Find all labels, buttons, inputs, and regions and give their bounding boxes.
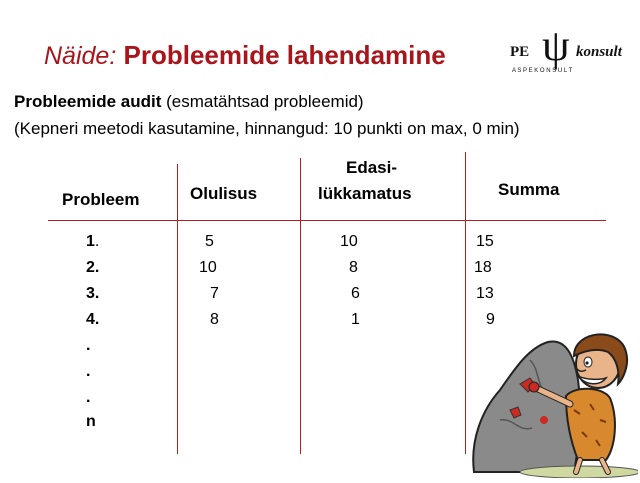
header-urgency-line1: Edasi-: [346, 158, 398, 177]
row-label: 1.: [86, 233, 100, 250]
logo-psi-symbol: ψ: [542, 21, 570, 70]
sum-cell: 15: [476, 233, 494, 250]
importance-cell: 8: [210, 311, 219, 328]
subtitle-line-1: [14, 92, 364, 112]
column-divider-1: [177, 164, 178, 454]
company-logo: [508, 20, 632, 78]
row-label: 3.: [86, 285, 100, 302]
title-prefix: Näide:: [44, 42, 117, 70]
importance-cell: 7: [210, 285, 219, 302]
subtitle-bold: Probleemide audit: [14, 92, 162, 111]
urgency-cell: 6: [351, 285, 360, 302]
urgency-cell: 8: [349, 259, 358, 276]
row-label: .: [86, 337, 91, 354]
row-label: 4.: [86, 311, 100, 328]
row-label: n: [86, 413, 96, 430]
caveman-painting-rock-icon: [470, 300, 638, 478]
title-main: Probleemide lahendamine: [123, 40, 446, 70]
urgency-cell: 10: [340, 233, 358, 250]
importance-cell: 5: [205, 233, 214, 250]
sum-cell: 9: [486, 311, 495, 328]
logo-brand-left: PE: [510, 44, 530, 60]
subtitle-line-2: (Kepneri meetodi kasutamine, hinnangud: 10 punkti on max, 0 min): [14, 119, 520, 138]
column-divider-3: [465, 152, 466, 454]
header-urgency-line2: lükkamatus: [318, 184, 412, 203]
logo-tagline: A S P E K O N S U L T: [512, 68, 573, 74]
urgency-cell: 1: [351, 311, 360, 328]
logo-brand-right: konsult: [576, 44, 622, 60]
row-label: 2.: [86, 259, 100, 276]
subtitle-normal: (esmatähtsad probleemid): [161, 92, 364, 111]
sum-cell: 13: [476, 285, 494, 302]
sum-cell: 18: [474, 259, 492, 276]
column-divider-2: [300, 158, 301, 454]
row-label: .: [86, 363, 91, 380]
importance-cell: 10: [199, 259, 217, 276]
header-divider-line: [48, 220, 606, 221]
header-sum: Summa: [498, 180, 560, 199]
header-problem: Probleem: [62, 190, 140, 209]
slide-title: [44, 40, 446, 71]
header-importance: Olulisus: [190, 184, 258, 203]
logo-graphic: [508, 20, 632, 78]
row-label: .: [86, 389, 91, 406]
